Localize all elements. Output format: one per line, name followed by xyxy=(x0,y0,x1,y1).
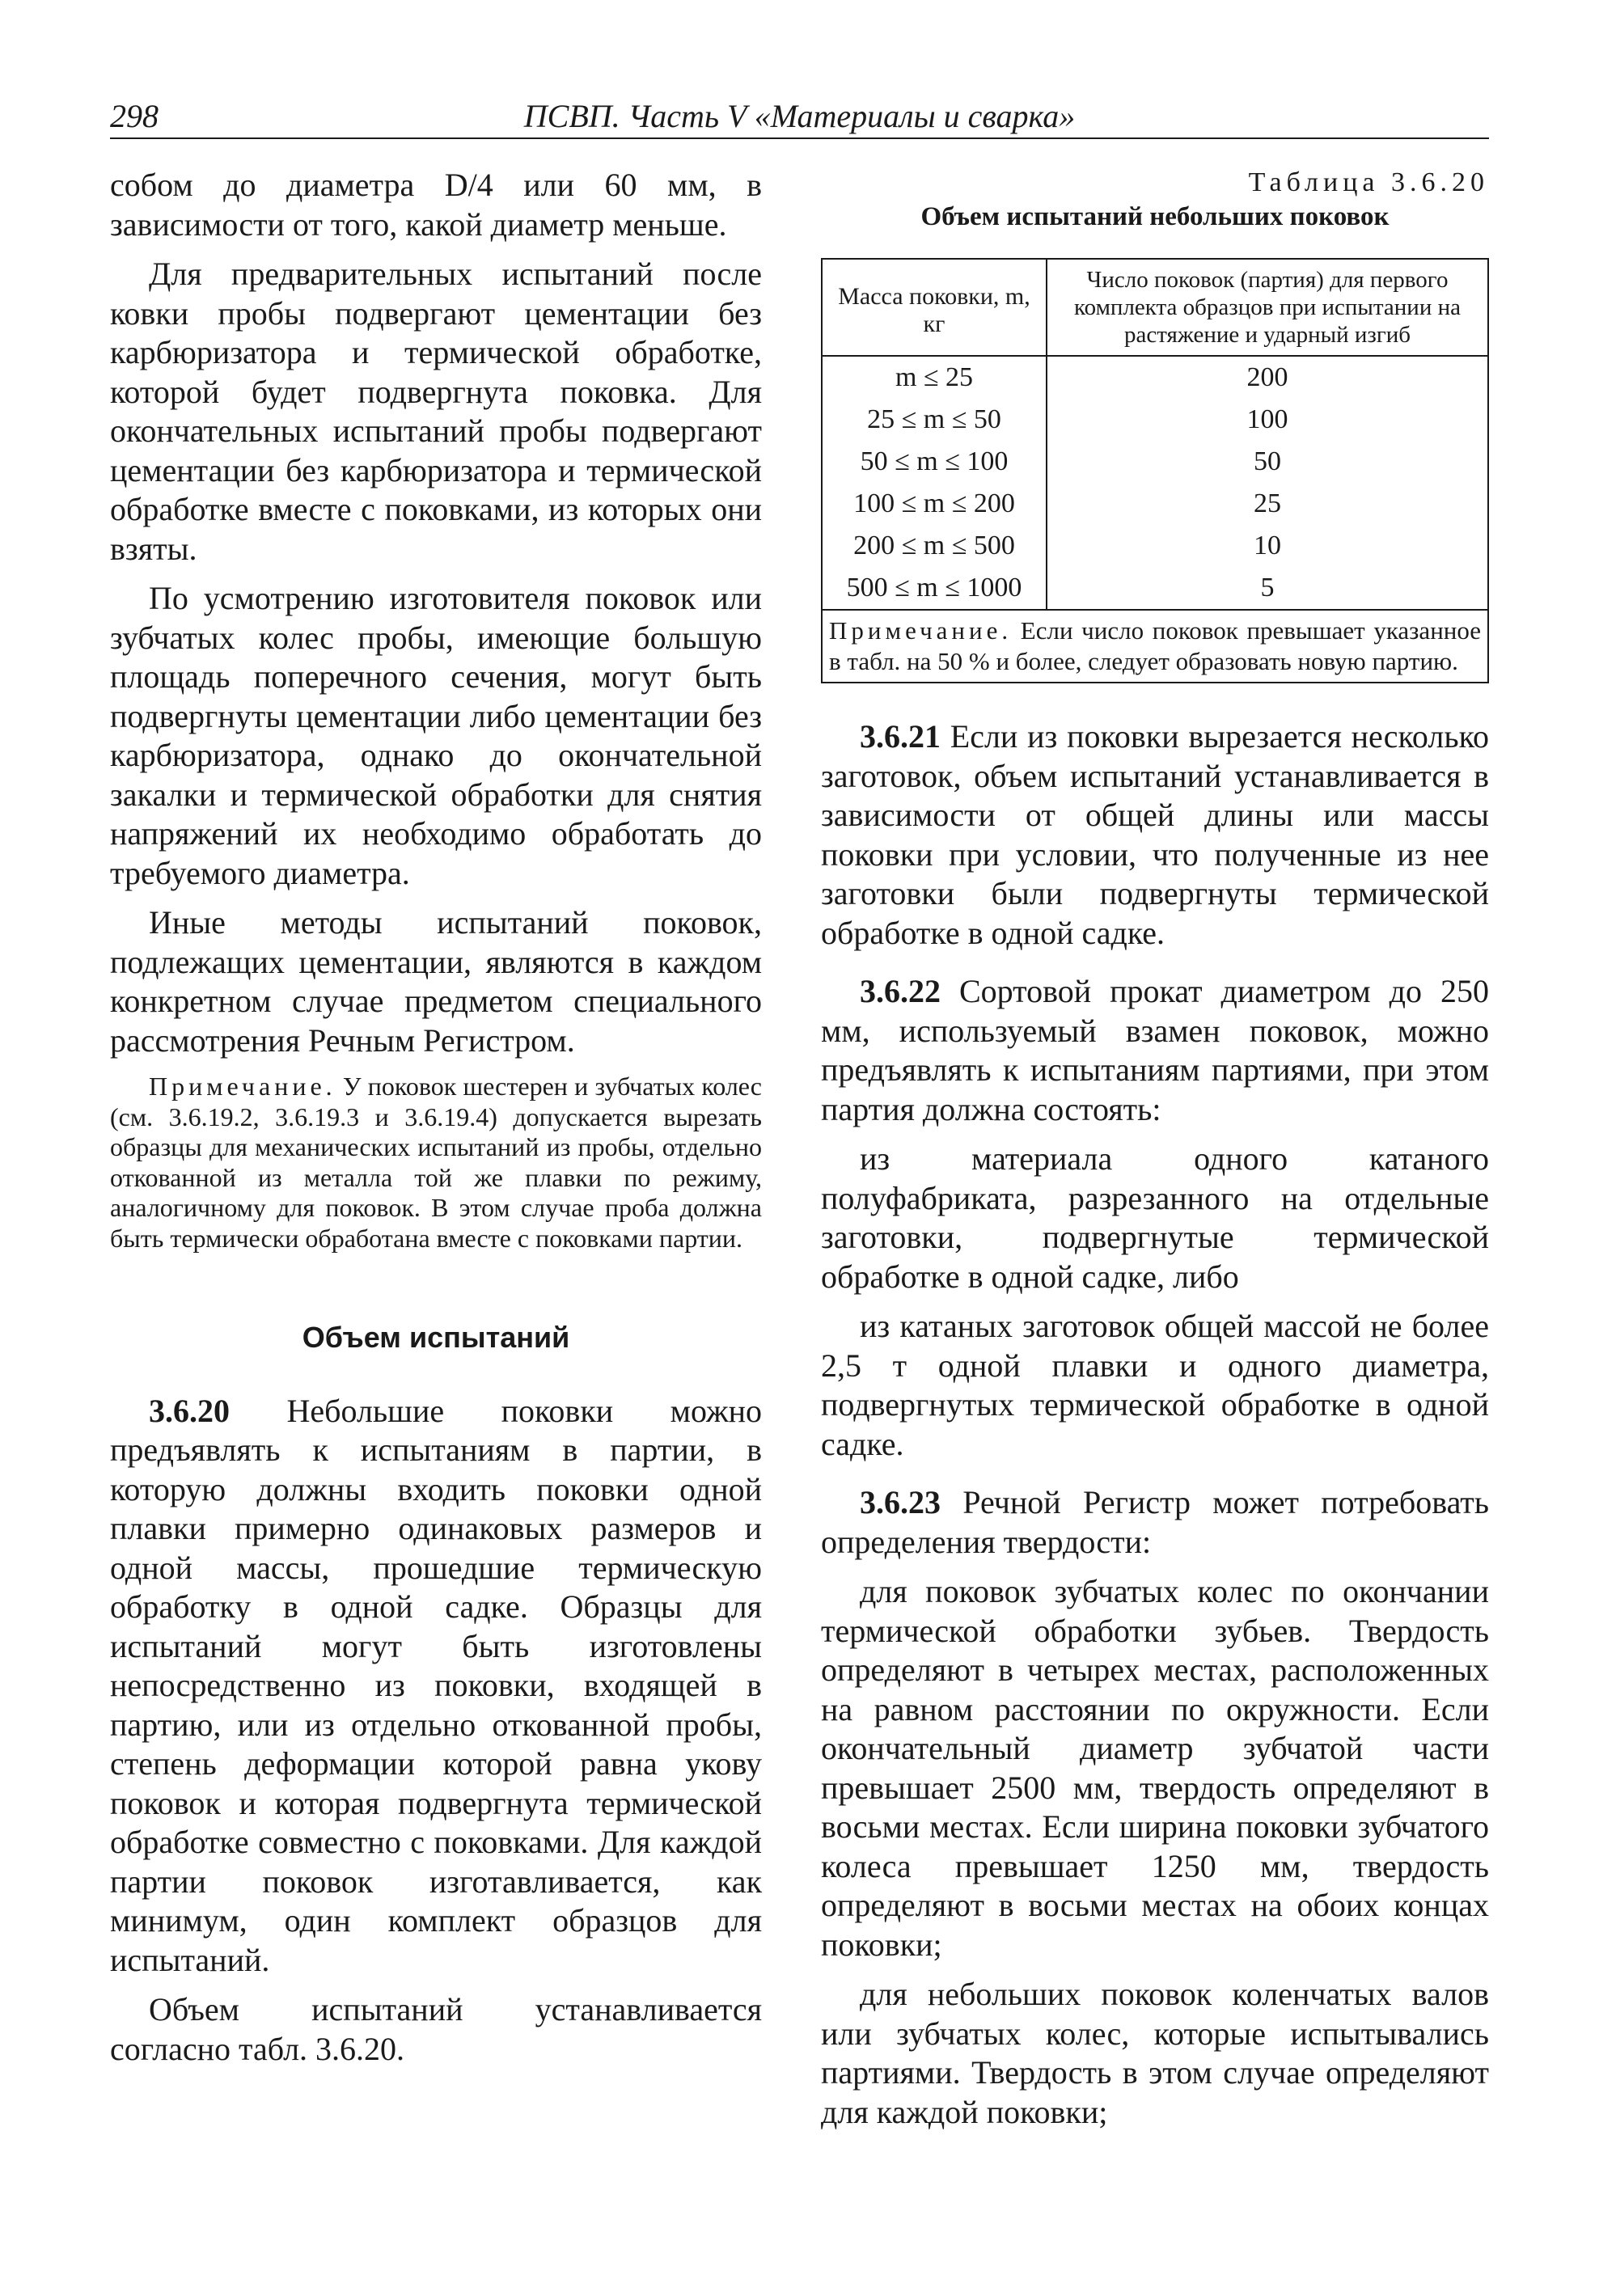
cell-count: 5 xyxy=(1047,567,1488,610)
cell-count: 200 xyxy=(1047,356,1488,399)
cell-count: 25 xyxy=(1047,483,1488,525)
table-note xyxy=(822,610,1488,683)
table-note-row xyxy=(822,610,1488,683)
page-number: 298 xyxy=(110,98,159,134)
cell-mass: 200 ≤ m ≤ 500 xyxy=(822,525,1047,567)
section-3-6-23 xyxy=(821,1483,1489,1562)
paragraph: собом до диаметра D/4 или 60 мм, в зависимости от того, какой диаметр меньше. xyxy=(110,167,762,243)
table-header-row xyxy=(822,259,1488,356)
note-text: У поковок шестерен и зубчатых колес (см. 3.6.19.2, 3.6.19.3 и 3.6.19.4) допускается вырезать образцы для механических испытаний из пробы, отдельно откованной из металла той же плавки по режиму, аналогичному для поковок. В этом случае проба должна быть термически обработана вместе с поковками партии. xyxy=(110,1072,762,1253)
cell-mass: 50 ≤ m ≤ 100 xyxy=(822,441,1047,483)
table-row xyxy=(822,567,1488,610)
section-number: 3.6.20 xyxy=(149,1392,230,1429)
section-3-6-22 xyxy=(821,972,1489,1129)
table-row xyxy=(822,525,1488,567)
paragraph: Для предварительных испытаний после ковки пробы подвергают цементации без карбюризатора и термической обработке, которой будет подвергнута поковка. Для окончательных испытаний пробы подвергают цементации без карбюризатора и термической обработке вместе с поковками, из которых они взяты. xyxy=(110,256,762,567)
paragraph: из материала одного катаного полуфабриката, разрезанного на отдельные заготовки, подвергнутые термической обработке в одной садке, либо xyxy=(821,1140,1489,1295)
section-heading: Объем испытаний xyxy=(302,1321,570,1354)
section-3-6-21 xyxy=(821,717,1489,953)
paragraph: Иные методы испытаний поковок, подлежащих цементации, являются в каждом конкретном случае предметом специального рассмотрения Речным Регистром. xyxy=(110,904,762,1059)
section-number: 3.6.21 xyxy=(860,718,941,755)
table-row xyxy=(822,441,1488,483)
header-mass: Масса поковки, m, кг xyxy=(822,259,1047,356)
note xyxy=(110,1072,762,1254)
forgings-test-table xyxy=(821,258,1489,683)
page-header xyxy=(110,95,1489,139)
section-3-6-20 xyxy=(110,1392,762,1981)
paragraph: По усмотрению изготовителя поковок или зубчатых колес пробы, имеющие большую площадь поперечного сечения, могут быть подвергнуты цементации либо цементации без карбюризатора, однако до окончательной закалки и термической обработки для снятия напряжений их необходимо обработать до требуемого диаметра. xyxy=(110,580,762,891)
header-count: Число поковок (партия) для первого комплекта образцов при испытании на растяжение и ударный изгиб xyxy=(1047,259,1488,356)
section-number: 3.6.22 xyxy=(860,973,941,1009)
paragraph: для небольших поковок коленчатых валов или зубчатых колес, которые испытывались партиями. Твердость в этом случае определяют для каждой поковки; xyxy=(821,1976,1489,2130)
paragraph: из катаных заготовок общей массой не более 2,5 т одной плавки и одного диаметра, подвергнутых термической обработке в одной садке. xyxy=(821,1308,1489,1462)
right-column xyxy=(821,166,1489,2132)
cell-mass: m ≤ 25 xyxy=(822,356,1047,399)
table-note-text: Если число поковок превышает указанное в табл. на 50 % и более, следует образовать новую партию. xyxy=(829,616,1482,675)
running-title: ПСВП. Часть V «Материалы и сварка» xyxy=(523,98,1076,134)
cell-count: 100 xyxy=(1047,399,1488,441)
section-number: 3.6.23 xyxy=(860,1484,941,1520)
paragraph: Объем испытаний устанавливается согласно табл. 3.6.20. xyxy=(110,1991,762,2067)
paragraph: для поковок зубчатых колес по окончании термической обработки зубьев. Твердость определяют в четырех местах, расположенных на равном расстоянии по окружности. Если окончательный диаметр зубчатой части превышает 2500 мм, твердость определяют в восьми местах. Если ширина поковки зубчатого колеса превышает 1250 мм, твердость определяют в восьми местах на обоих концах поковки; xyxy=(821,1573,1489,1963)
note-label: Примечание. xyxy=(149,1072,336,1101)
cell-mass: 25 ≤ m ≤ 50 xyxy=(822,399,1047,441)
section-text: Если из поковки вырезается несколько заготовок, объем испытаний устанавливается в зависимости от общей длины или массы поковки при условии, что полученные из нее заготовки были подвергнуты термической обработке в одной садке. xyxy=(821,718,1490,951)
section-text: Сортовой прокат диаметром до 250 мм, используемый взамен поковок, можно предъявлять к испытаниям партиями, при этом партия должна состоять: xyxy=(821,973,1489,1127)
section-text: Речной Регистр может потребовать определения твердости: xyxy=(821,1484,1490,1560)
table-note-label: Примечание. xyxy=(829,616,1013,645)
table-row xyxy=(822,399,1488,441)
cell-mass: 500 ≤ m ≤ 1000 xyxy=(822,567,1047,610)
cell-count: 50 xyxy=(1047,441,1488,483)
table-title: Объем испытаний небольших поковок xyxy=(920,202,1390,231)
cell-count: 10 xyxy=(1047,525,1488,567)
table-caption: Таблица 3.6.20 xyxy=(1248,167,1489,197)
cell-mass: 100 ≤ m ≤ 200 xyxy=(822,483,1047,525)
section-text: Небольшие поковки можно предъявлять к испытаниям в партии, в которую должны входить поковки одной плавки примерно одинаковых размеров и одной массы, прошедшие термическую обработку в одной садке. Образцы для испытаний могут быть изготовлены непосредственно из поковки, входящей в партию, или из отдельно откованной пробы, степень деформации которой равна укову поковок и которая подвергнута термической обработке совместно с поковками. Для каждой партии поковок изготавливается, как минимум, один комплект образцов для испытаний. xyxy=(110,1392,763,1978)
left-column xyxy=(110,166,762,2069)
table-row xyxy=(822,483,1488,525)
table-row xyxy=(822,356,1488,399)
